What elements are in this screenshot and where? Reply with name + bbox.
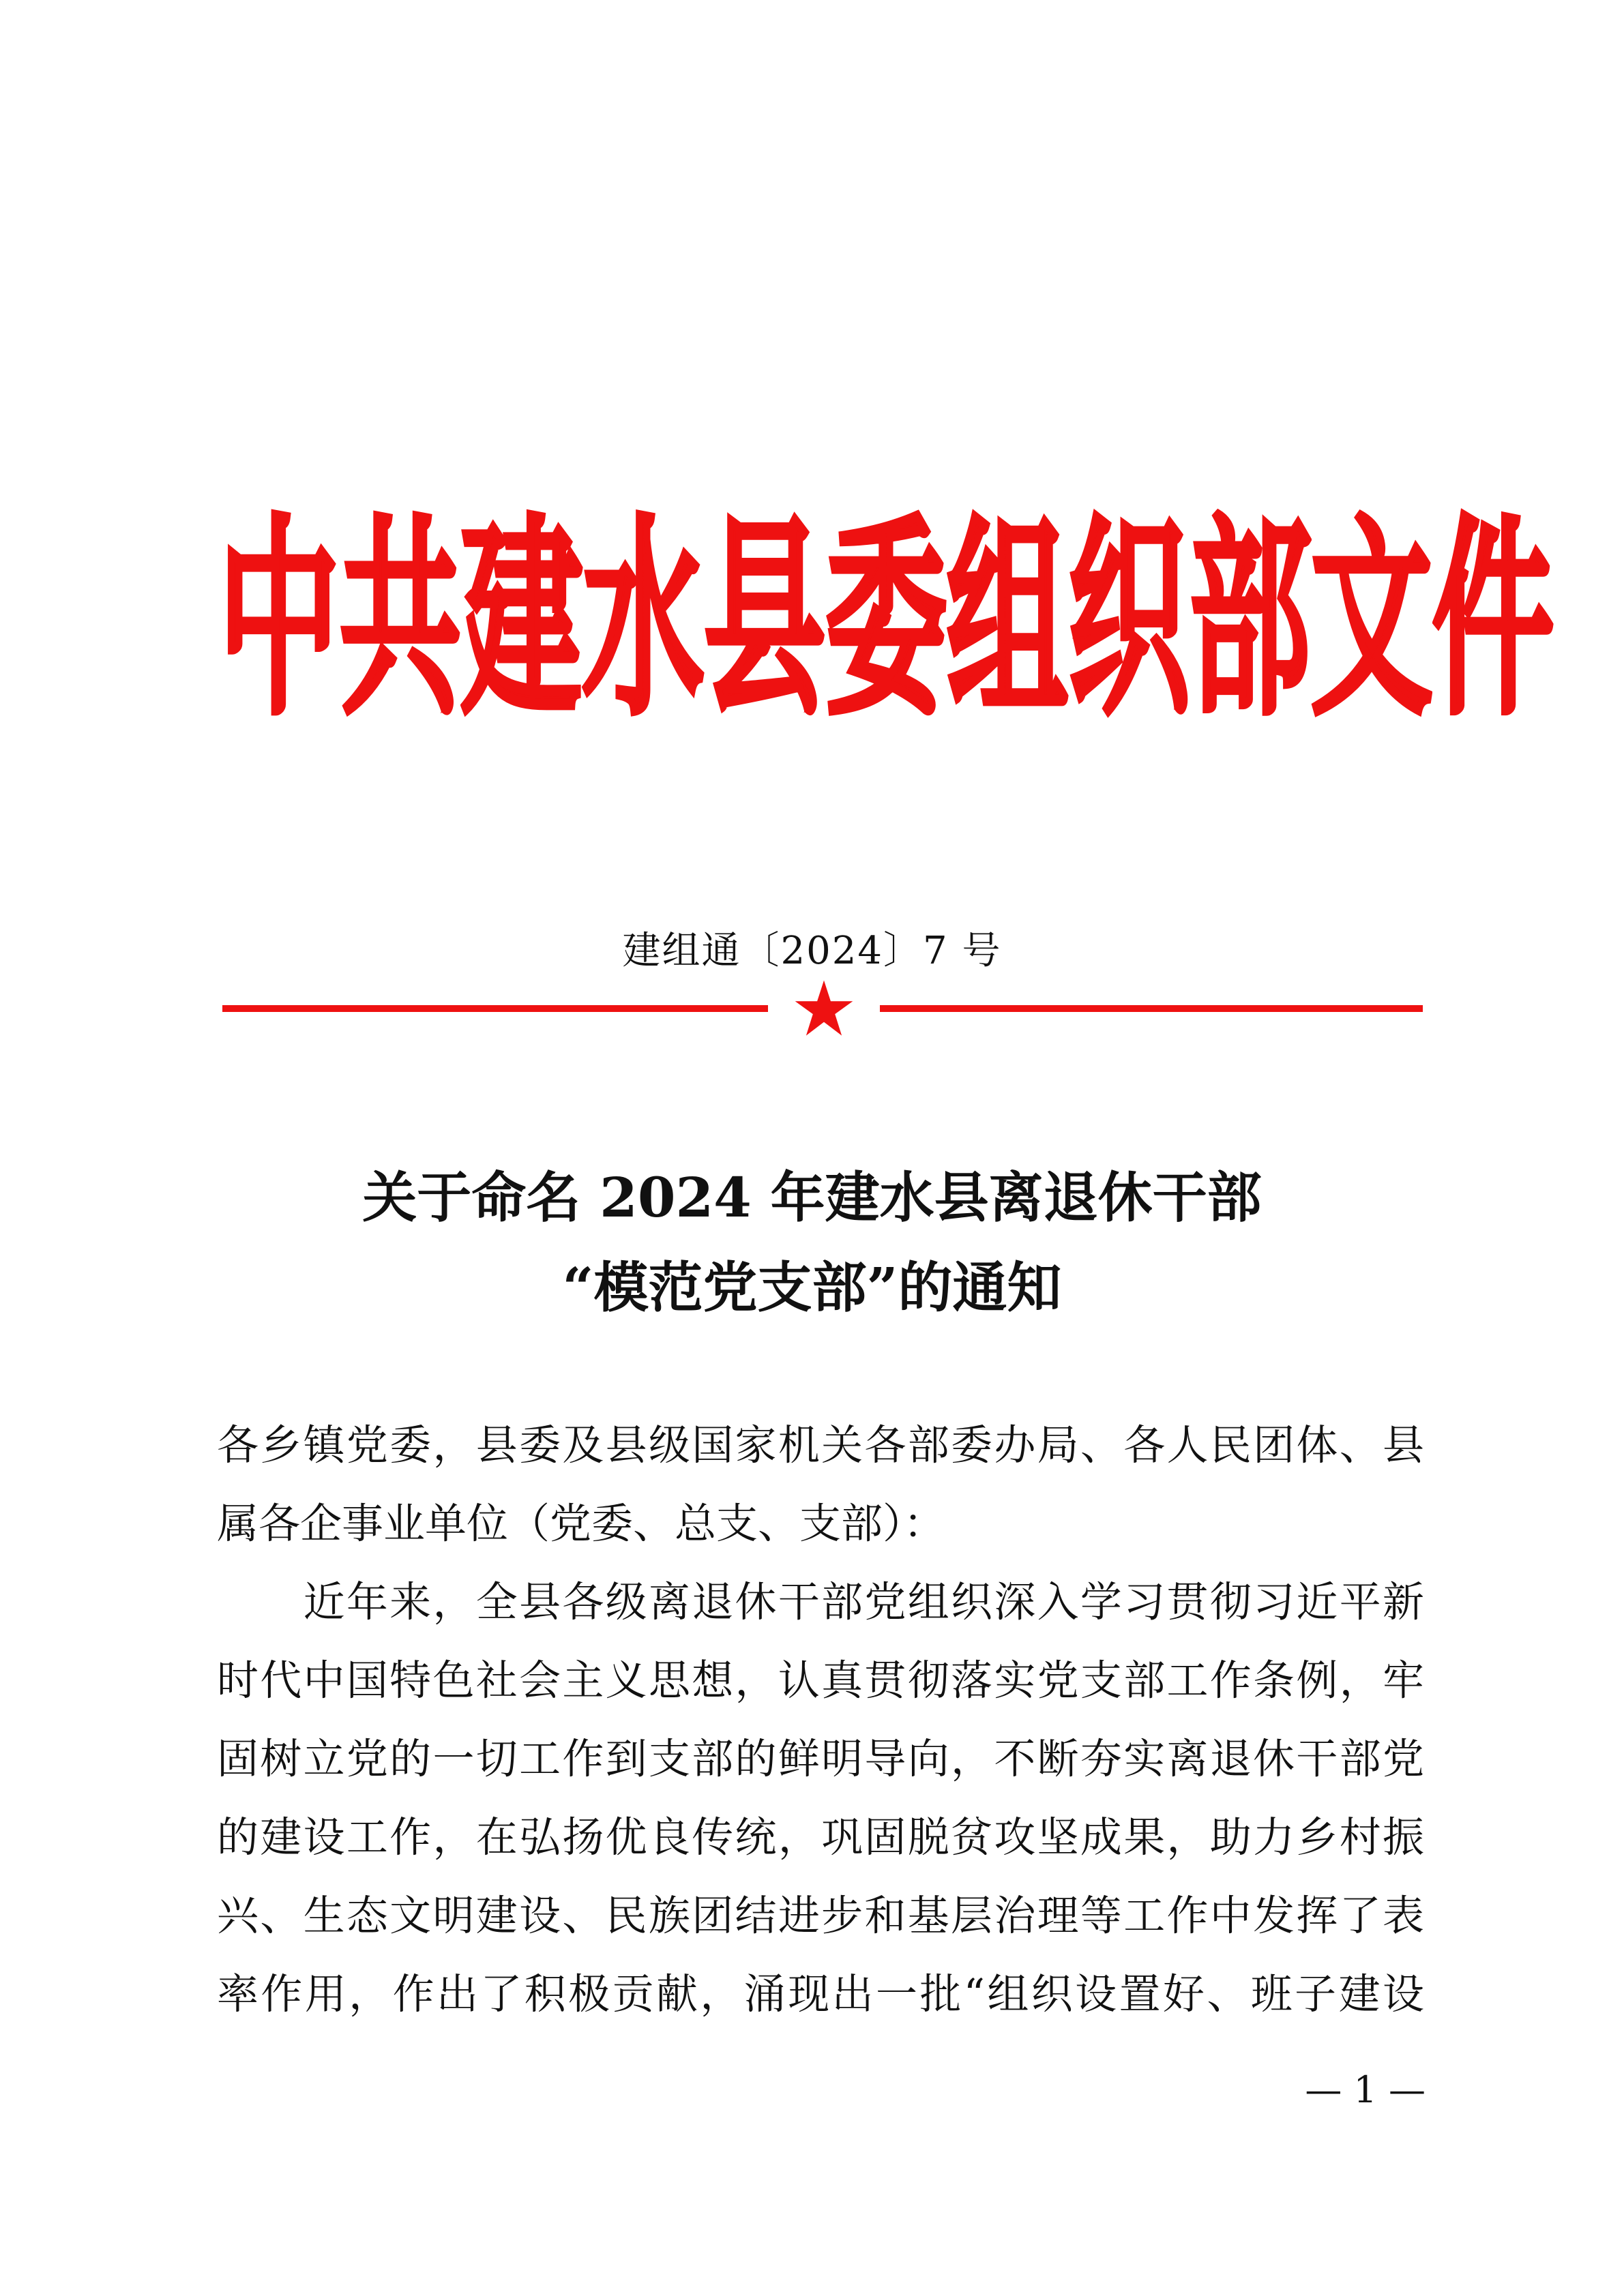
red-divider-left bbox=[222, 1005, 768, 1012]
title-line: “模范党支部”的通知 bbox=[562, 1255, 1062, 1320]
body-line: 属各企事业单位（党委、总支、支部）： bbox=[217, 1500, 945, 1548]
body-line: 的建设工作，在弘扬优良传统，巩固脱贫攻坚成果，助力乡村振 bbox=[217, 1813, 1424, 1862]
masthead-char: 部 bbox=[1190, 496, 1311, 744]
masthead-char: 建 bbox=[461, 496, 582, 744]
body-line: 兴、生态文明建设、民族团结进步和基层治理等工作中发挥了表 bbox=[217, 1892, 1424, 1940]
body-line: 固树立党的一切工作到支部的鲜明导向，不断夯实离退休干部党 bbox=[217, 1735, 1424, 1783]
document-number: 建组通〔2024〕7 号 bbox=[622, 929, 1002, 973]
masthead-char: 织 bbox=[1068, 496, 1190, 744]
masthead-char: 水 bbox=[582, 496, 704, 744]
body-line: 各乡镇党委，县委及县级国家机关各部委办局、各人民团体、县 bbox=[217, 1421, 1424, 1470]
body-text bbox=[217, 1406, 1424, 2033]
page-number: — 1 — bbox=[1305, 2068, 1426, 2111]
star-icon bbox=[793, 978, 855, 1039]
masthead-char: 共 bbox=[340, 496, 461, 744]
masthead-char: 组 bbox=[947, 496, 1068, 744]
title-line: 关于命名 2024 年建水县离退休干部 bbox=[362, 1165, 1262, 1229]
masthead-char: 中 bbox=[218, 496, 340, 744]
red-divider-right bbox=[880, 1005, 1423, 1012]
masthead bbox=[218, 496, 1554, 744]
document-title bbox=[0, 1152, 1624, 1332]
body-line: 近年来，全县各级离退休干部党组织深入学习贯彻习近平新 bbox=[217, 1578, 1424, 1626]
body-line: 率作用，作出了积极贡献，涌现出一批“组织设置好、班子建设 bbox=[217, 1970, 1424, 2018]
masthead-char: 文 bbox=[1311, 496, 1432, 744]
body-line: 时代中国特色社会主义思想，认真贯彻落实党支部工作条例，牢 bbox=[217, 1656, 1424, 1705]
masthead-char: 委 bbox=[825, 496, 947, 744]
masthead-char: 件 bbox=[1432, 496, 1554, 744]
masthead-char: 县 bbox=[704, 496, 825, 744]
